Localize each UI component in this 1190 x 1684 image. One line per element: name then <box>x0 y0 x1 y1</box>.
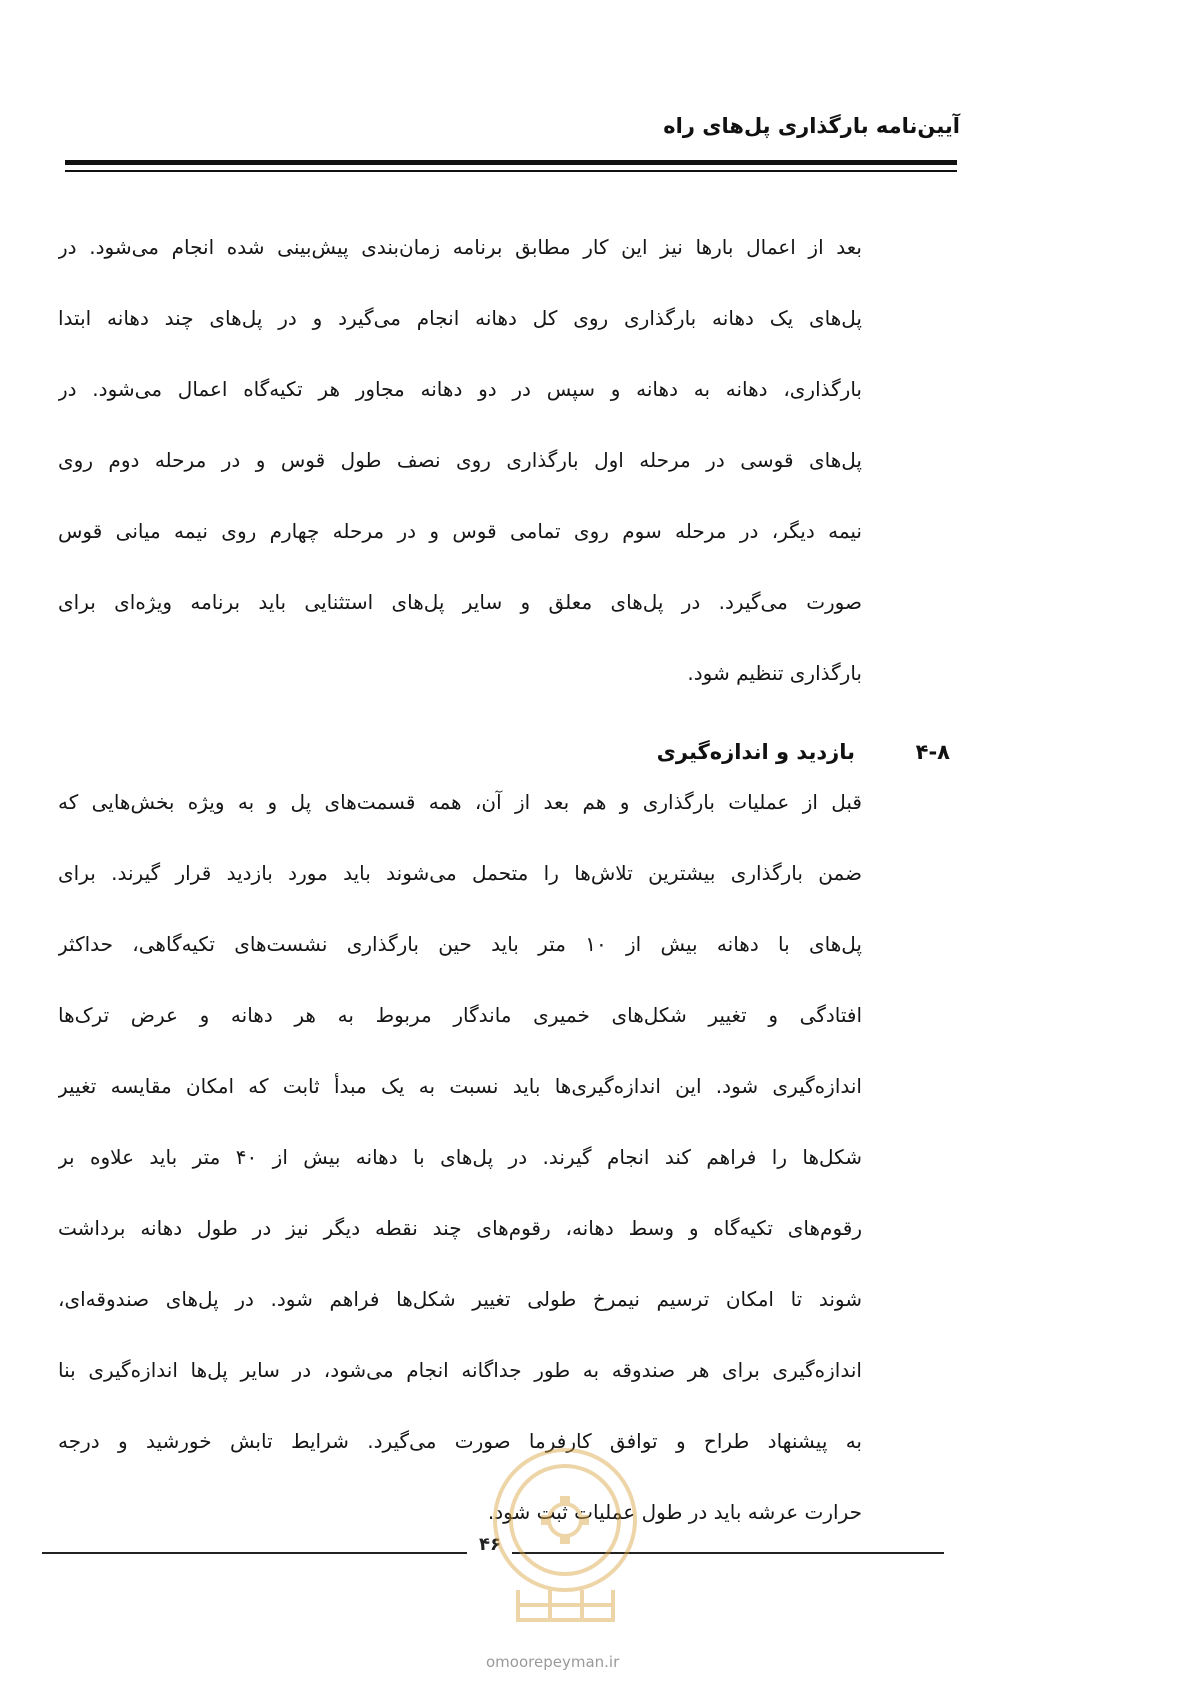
watermark-url: omoorepeyman.ir <box>486 1653 620 1671</box>
text-line: حرارت عرشه باید در طول عملیات ثبت شود. <box>487 1500 862 1524</box>
footer-rule-left <box>42 1552 467 1554</box>
paragraph-loading-schedule <box>58 212 862 709</box>
text-line: پل‌های قوسی در مرحله اول بارگذاری روی نصف طول قوس و در مرحله دوم روی <box>58 448 862 472</box>
section-title: بازدید و اندازه‌گیری <box>656 740 855 764</box>
text-line: اندازه‌گیری برای هر صندوقه به طور جداگانه انجام می‌شود، در سایر پل‌ها اندازه‌گیری بنا <box>58 1358 862 1382</box>
text-line: پل‌های یک دهانه بارگذاری روی کل دهانه انجام می‌گیرد و در پل‌های چند دهانه ابتدا <box>58 306 862 330</box>
paragraph-inspection <box>58 767 862 1548</box>
text-line: رقوم‌های تکیه‌گاه و وسط دهانه، رقوم‌های چند نقطه دیگر نیز در طول دهانه برداشت <box>58 1216 862 1240</box>
text-line: افتادگی و تغییر شکل‌های خمیری ماندگار مربوط به هر دهانه و عرض ترک‌ها <box>58 1003 862 1027</box>
text-line: اندازه‌گیری شود. این اندازه‌گیری‌ها باید نسبت به یک مبدأ ثابت که امکان مقایسه تغییر <box>58 1074 862 1098</box>
watermark-seal-icon <box>478 1440 653 1630</box>
text-line: بعد از اعمال بارها نیز این کار مطابق برنامه زمان‌بندی پیش‌بینی شده انجام می‌شود. در <box>58 235 862 259</box>
text-line: به پیشنهاد طراح و توافق کارفرما صورت می‌گیرد. شرایط تابش خورشید و درجه <box>58 1429 862 1453</box>
text-line: بارگذاری تنظیم شود. <box>687 661 862 685</box>
header-rule-thick <box>65 160 957 165</box>
text-line: شوند تا امکان ترسیم نیمرخ طولی تغییر شکل‌ها فراهم شود. در پل‌های صندوقه‌ای، <box>58 1287 862 1311</box>
header-rule-thin <box>65 170 957 172</box>
text-line: شکل‌ها را فراهم کند انجام گیرند. در پل‌های با دهانه بیش از ۴۰ متر باید علاوه بر <box>58 1145 862 1169</box>
text-line: ضمن بارگذاری بیشترین تلاش‌ها را متحمل می‌شوند باید مورد بازدید قرار گیرند. برای <box>58 861 862 885</box>
text-line: بارگذاری، دهانه به دهانه و سپس در دو دهانه مجاور هر تکیه‌گاه اعمال می‌شود. در <box>58 377 862 401</box>
text-line: صورت می‌گیرد. در پل‌های معلق و سایر پل‌های استثنایی باید برنامه ویژه‌ای برای <box>58 590 862 614</box>
page-number: ۴۶ <box>479 1534 501 1555</box>
text-line: نیمه دیگر، در مرحله سوم روی تمامی قوس و در مرحله چهارم روی نیمه میانی قوس <box>58 519 862 543</box>
text-line: پل‌های با دهانه بیش از ۱۰ متر باید حین بارگذاری نشست‌های تکیه‌گاهی، حداکثر <box>58 932 862 956</box>
section-number: ۴-۸ <box>915 740 950 764</box>
text-line: قبل از عملیات بارگذاری و هم بعد از آن، همه قسمت‌های پل و به ویژه بخش‌هایی که <box>58 790 862 814</box>
running-head: آیین‌نامه بارگذاری پل‌های راه <box>663 114 960 138</box>
